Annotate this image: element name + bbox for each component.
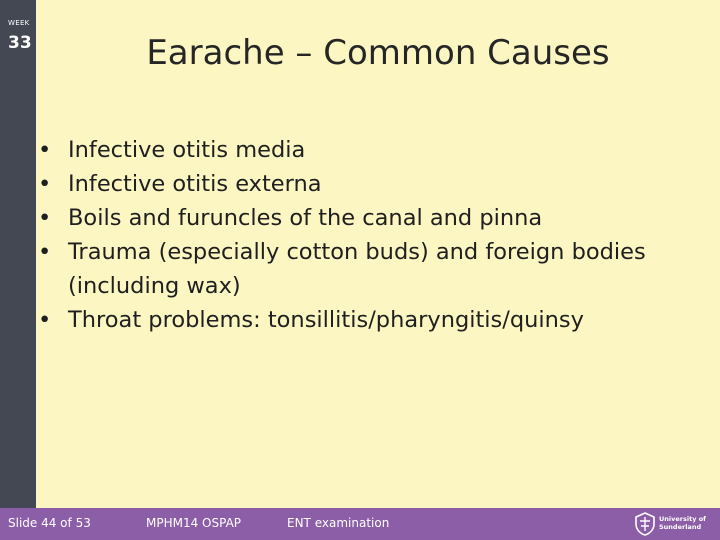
- logo-text: [659, 515, 706, 531]
- bullet-text: Infective otitis media: [68, 137, 306, 163]
- university-crest-icon: [634, 512, 656, 536]
- slide-number: Slide 44 of 53: [8, 516, 91, 530]
- logo-text-line1: University of: [659, 515, 706, 523]
- bullet-dot: •: [38, 239, 52, 265]
- week-sidebar: [0, 0, 36, 508]
- university-logo: [634, 512, 716, 536]
- footer-bar: [0, 508, 720, 540]
- list-item: [38, 303, 708, 337]
- week-number: 33: [8, 33, 32, 53]
- bullet-list: [38, 133, 708, 337]
- topic-label: ENT examination: [287, 516, 390, 530]
- bullet-dot: •: [38, 137, 52, 163]
- logo-text-line2: Sunderland: [659, 523, 702, 531]
- bullet-text: Boils and furuncles of the canal and pinna: [68, 205, 543, 231]
- bullet-dot: •: [38, 171, 52, 197]
- week-label: WEEK: [8, 19, 30, 27]
- list-item: [38, 201, 708, 235]
- slide-title: Earache – Common Causes: [146, 33, 610, 73]
- bullet-text: Trauma (especially cotton buds) and foreign bodies (including wax): [68, 239, 646, 299]
- bullet-dot: •: [38, 205, 52, 231]
- list-item: [38, 167, 708, 201]
- list-item: [38, 133, 708, 167]
- bullet-text: Throat problems: tonsillitis/pharyngitis/quinsy: [68, 307, 584, 333]
- bullet-text: Infective otitis externa: [68, 171, 322, 197]
- list-item: [38, 235, 708, 303]
- bullet-dot: •: [38, 307, 52, 333]
- course-code: MPHM14 OSPAP: [146, 516, 242, 530]
